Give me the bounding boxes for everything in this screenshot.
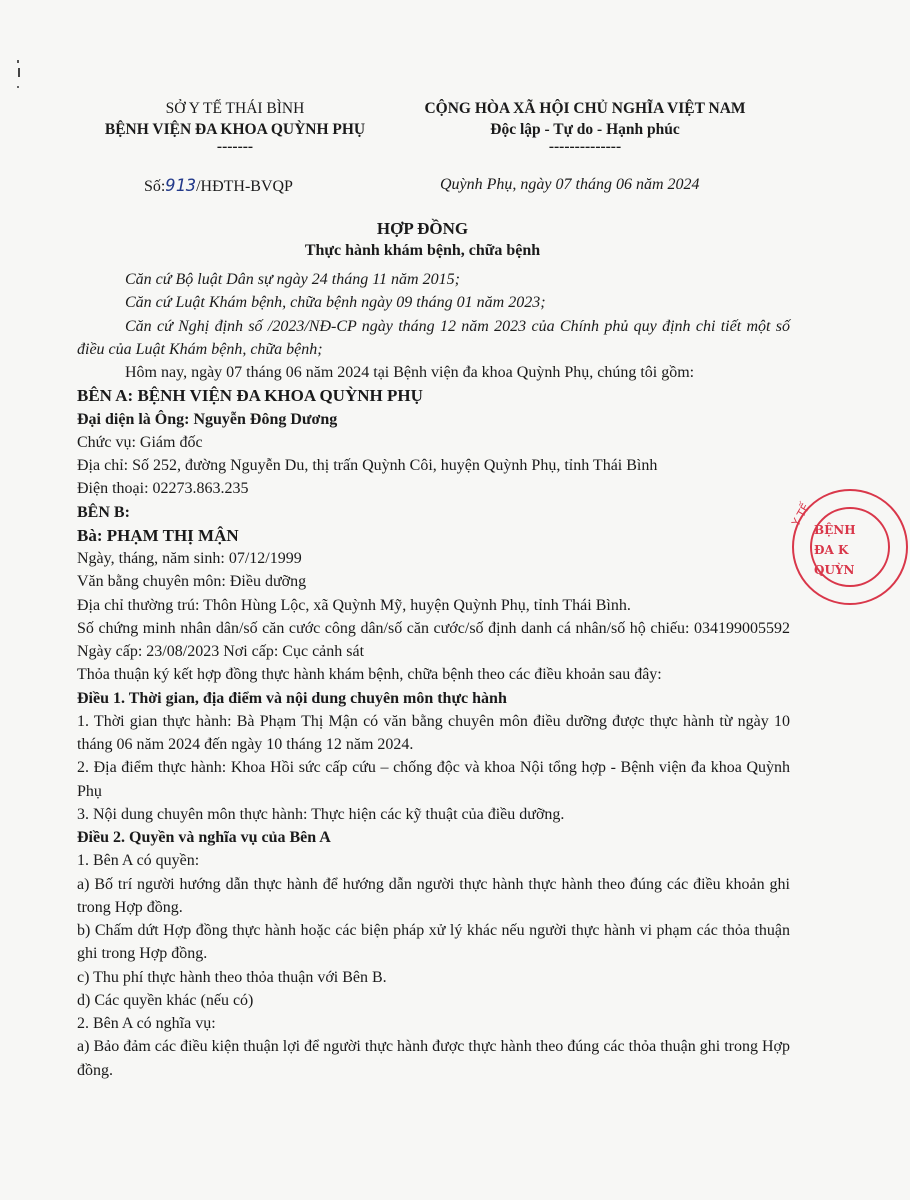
hospital-stamp: [790, 487, 910, 607]
body-line: a) Bố trí người hướng dẫn thực hành để hướng dẫn người thực hành thực hành theo đúng các điều khoản ghi trong Hợp đồng.: [77, 875, 790, 916]
stamp-ring-text: Y TẾ: [789, 501, 813, 529]
body-line: d) Các quyền khác (nếu có): [77, 991, 254, 1009]
header-left-divider: -------: [216, 138, 254, 155]
body-line: Hôm nay, ngày 07 tháng 06 năm 2024 tại Bệnh viện đa khoa Quỳnh Phụ, chúng tôi gồm:: [125, 364, 695, 381]
body-line: Điều 2. Quyền và nghĩa vụ của Bên A: [77, 829, 331, 846]
body-line: Chức vụ: Giám đốc: [77, 433, 203, 451]
document-subtitle: Thực hành khám bệnh, chữa bệnh: [304, 242, 541, 259]
doc-number-prefix: Số:: [144, 178, 166, 195]
body-line: Ngày, tháng, năm sinh: 07/12/1999: [77, 550, 302, 567]
header-left: [80, 98, 390, 154]
national-title: CỘNG HÒA XÃ HỘI CHỦ NGHĨA VIỆT NAM: [424, 100, 746, 117]
hospital-name: BỆNH VIỆN ĐA KHOA QUỲNH PHỤ: [104, 121, 366, 138]
doc-number-handwritten: 913: [165, 176, 197, 196]
document-title: HỢP ĐỒNG: [376, 219, 469, 238]
body-line: 1. Thời gian thực hành: Bà Phạm Thị Mận có văn bằng chuyên môn điều dưỡng được thực hành từ ngày 10 tháng 06 năm 2024 đến ngày 10 tháng 12 năm 2024.: [77, 712, 790, 753]
body-line: a) Bảo đảm các điều kiện thuận lợi để người thực hành được thực hành theo đúng các thỏa thuận ghi trong Hợp đồng.: [77, 1038, 790, 1079]
document-date: Quỳnh Phụ, ngày 07 tháng 06 năm 2024: [440, 176, 700, 193]
body-line: Căn cứ Luật Khám bệnh, chữa bệnh ngày 09 tháng 01 năm 2023;: [125, 294, 546, 312]
body-line: c) Thu phí thực hành theo thỏa thuận với Bên B.: [77, 968, 387, 986]
body-line: Văn bằng chuyên môn: Điều dưỡng: [77, 573, 307, 591]
ministry-name: SỞ Y TẾ THÁI BÌNH: [165, 100, 305, 117]
body-line: Thỏa thuận ký kết hợp đồng thực hành khám bệnh, chữa bệnh theo các điều khoản sau đây:: [77, 666, 662, 684]
body-line: Số chứng minh nhân dân/số căn cước công dân/số căn cước/số định danh cá nhân/số hộ chiếu: 034199005592 Ngày cấp: 23/08/2023 Nơi cấp: Cục cảnh sát: [77, 619, 790, 660]
body-line: Căn cứ Nghị định số /2023/NĐ-CP ngày tháng 12 năm 2023 của Chính phủ quy định chi tiết một số điều của Luật Khám bệnh, chữa bệnh;: [77, 317, 790, 358]
document-body: [77, 268, 790, 1082]
body-line: 3. Nội dung chuyên môn thực hành: Thực hiện các kỹ thuật của điều dưỡng.: [77, 805, 565, 823]
body-line: 2. Bên A có nghĩa vụ:: [77, 1015, 216, 1032]
body-line: Đại diện là Ông: Nguyễn Đông Dương: [77, 410, 338, 428]
body-line: Địa chỉ: Số 252, đường Nguyễn Du, thị trấn Quỳnh Côi, huyện Quỳnh Phụ, tỉnh Thái Bình: [77, 457, 658, 474]
stamp-line-2: ĐA K: [814, 543, 849, 557]
body-line: BÊN B:: [77, 503, 130, 521]
header-right-divider: --------------: [548, 138, 622, 155]
national-motto: Độc lập - Tự do - Hạnh phúc: [490, 121, 680, 138]
stamp-line-3: QUỲN: [814, 563, 855, 577]
header-right: [385, 98, 785, 154]
body-line: BÊN A: BỆNH VIỆN ĐA KHOA QUỲNH PHỤ: [77, 386, 423, 406]
scan-marks: [14, 58, 24, 98]
stamp-line-1: BỆNH: [814, 523, 856, 537]
body-line: 2. Địa điểm thực hành: Khoa Hồi sức cấp cứu – chống độc và khoa Nội tổng hợp - Bệnh viện đa khoa Quỳnh Phụ: [77, 759, 790, 800]
body-line: Điều 1. Thời gian, địa điểm và nội dung chuyên môn thực hành: [77, 689, 507, 707]
body-line: Căn cứ Bộ luật Dân sự ngày 24 tháng 11 năm 2015;: [125, 271, 460, 288]
document-number: [144, 176, 293, 196]
body-line: Điện thoại: 02273.863.235: [77, 480, 249, 498]
body-line: 1. Bên A có quyền:: [77, 852, 200, 870]
doc-number-suffix: /HĐTH-BVQP: [196, 178, 293, 195]
body-line: b) Chấm dứt Hợp đồng thực hành hoặc các biện pháp xử lý khác nếu người thực hành vi phạm các thỏa thuận ghi trong Hợp đồng.: [77, 922, 790, 963]
body-line: Bà: PHẠM THỊ MẬN: [77, 525, 239, 545]
body-line: Địa chỉ thường trú: Thôn Hùng Lộc, xã Quỳnh Mỹ, huyện Quỳnh Phụ, tỉnh Thái Bình.: [77, 596, 631, 614]
